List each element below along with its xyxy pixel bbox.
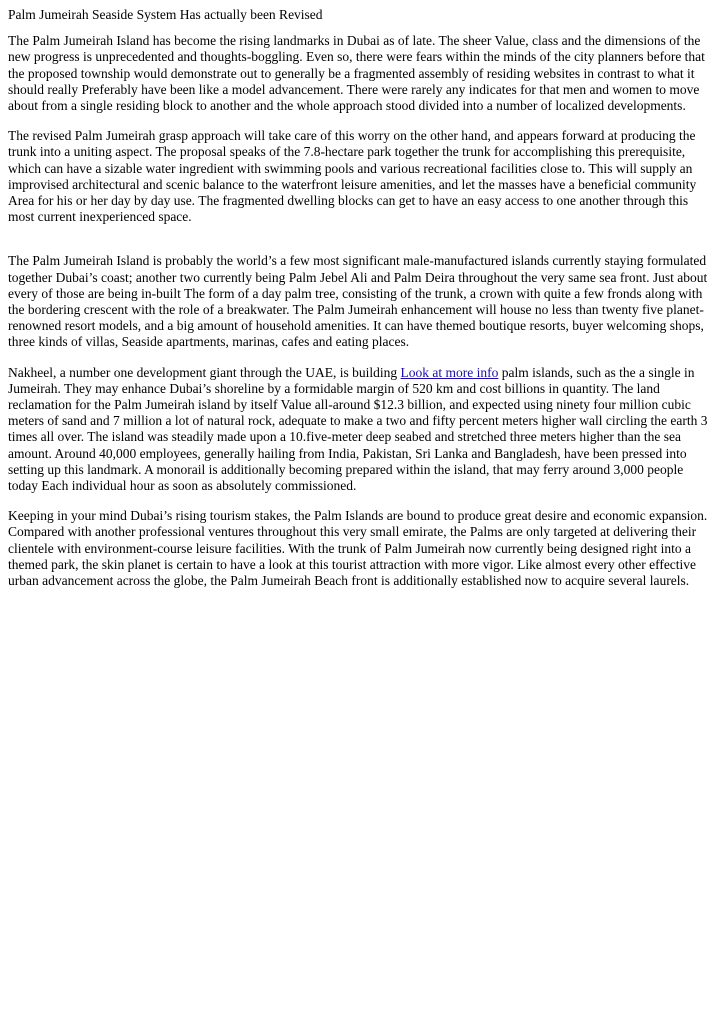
paragraph-nakheel-text-before: Nakheel, a number one development giant through the UAE, is building [8,364,401,380]
document-title: Palm Jumeirah Seaside System Has actually been Revised [8,7,323,22]
paragraph-revised-plan: The revised Palm Jumeirah grasp approach will take care of this worry on the other hand, and appears forward at producing the trunk into a uniting aspect. The proposal speaks of the 7.8-hectare park together the trunk for accomplishing this prerequisite, which can have a sizable water ingredient with swimming pools and various recreational facilities close to. This will supply an improvised architectural and scenic balance to the waterfront leisure amenities, and let the masses have a beneficial community Area for his or her day by day use. The fragmented dwelling blocks can get to have an easy access to one another through this most current inexperienced space. [8,128,697,225]
look-at-more-info-link[interactable]: Look at more info [400,364,499,380]
paragraph-island-overview: The Palm Jumeirah Island is probably the world’s a few most significant male-manufactured islands currently staying formulated together Dubai’s coast; another two currently being Palm Jebel Ali and Palm Deira throughout the very same sea front. Just about every of those are being in-built The form of a day palm tree, consisting of the trunk, a crown with quite a few fronds along with the bordering crescent with the role of a breakwater. The Palm Jumeirah enhancement will house no less than twenty five planet-renowned resort models, and a big amount of household amenities. It can have themed boutique resorts, buyer welcoming shops, three kinds of villas, Seaside apartments, marinas, cafes and eating places. [8,253,708,350]
paragraph-nakheel-text-after: palm islands, such as the a single in Jumeirah. They may enhance Dubai’s shoreline by a formidable margin of 520 km and cost billions in quantity. The land reclamation for the Palm Jumeirah island by itself Value all-around $12.3 billion, and expected using ninety four million cubic meters of sand and 7 million a lot of natural rock, adequate to make a two and fifty percent meters higher wall circling the earth 3 times all over. The island was steadily made upon a 10.five-meter deep seabed and stretched three meters higher than the sea amount. Around 40,000 employees, generally hailing from India, Pakistan, Sri Lanka and Bangladesh, have been pressed into setting up this landmark. A monorail is additionally becoming prepared within the island, that may ferry around 3,000 people today Each individual hour as soon as absolutely commissioned. [8,364,708,494]
paragraph-nakheel [8,365,712,495]
paragraph-closing: Keeping in your mind Dubai’s rising tourism stakes, the Palm Islands are bound to produce great desire and economic expansion. Compared with another professional ventures throughout this very small emirate, the Palms are only targeted at delivering their clientele with environment-course leisure facilities. With the trunk of Palm Jumeirah now currently being designed right into a themed park, the skin planet is certain to have a look at this tourist attraction with more vigor. Like almost every other effective urban advancement across the globe, the Palm Jumeirah Beach front is additionally established now to acquire several laurels. [8,508,708,589]
paragraph-intro: The Palm Jumeirah Island has become the rising landmarks in Dubai as of late. The sheer Value, class and the dimensions of the new progress is unprecedented and thoughts-boggling. Even so, there were fears within the minds of the city planners before that the proposed township would demonstrate out to generally be a fragmented assembly of residing websites in contrast to what it should really Preferably have been like a model advancement. There were rarely any indicates for that men and women to move about from a single residing block to another and the whole approach stood divided into a number of localized developments. [8,33,705,114]
